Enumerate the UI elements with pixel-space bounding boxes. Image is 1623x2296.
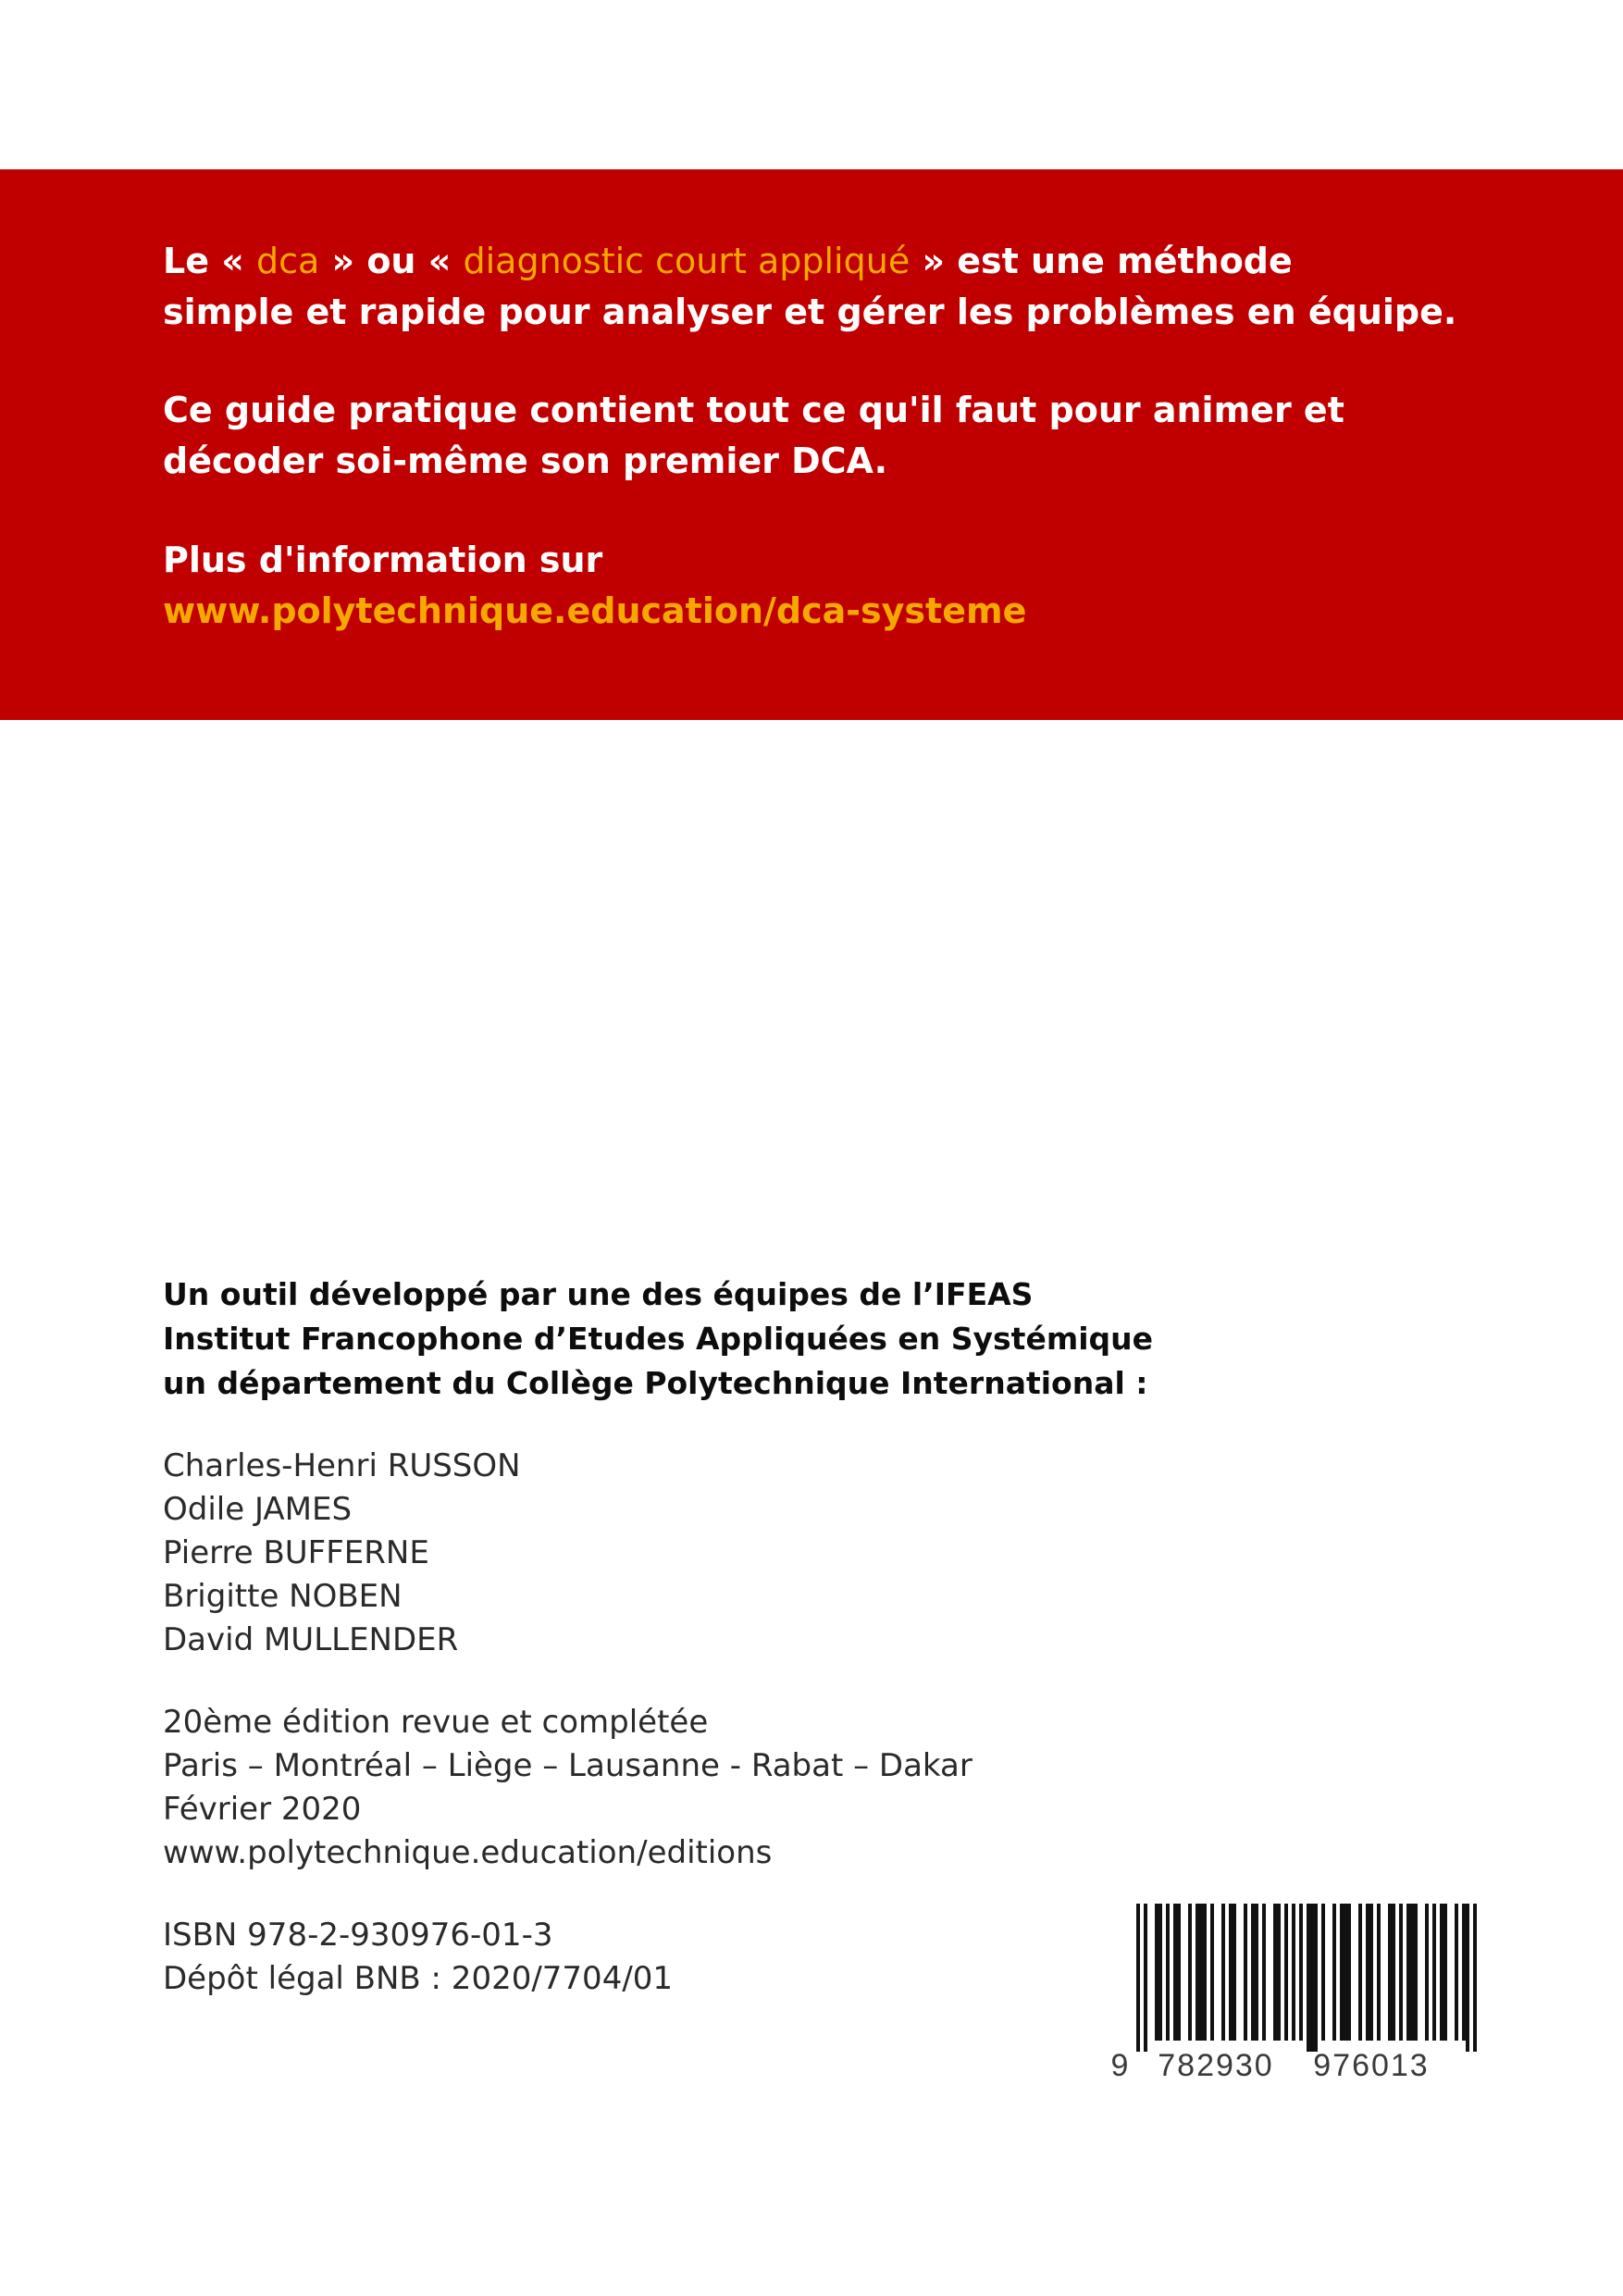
barcode-bar — [1321, 1904, 1325, 2041]
barcode-bar — [1277, 1904, 1281, 2041]
institute-block — [163, 1272, 1153, 1406]
barcode-bar — [1310, 1904, 1314, 2052]
barcode-bar — [1166, 1904, 1170, 2041]
barcode-bar — [1251, 1904, 1255, 2041]
barcode-bar — [1443, 1904, 1447, 2041]
institute-line: Institut Francophone d’Etudes Appliquées en Systémique — [163, 1321, 1154, 1357]
barcode-bar — [1369, 1904, 1373, 2041]
barcode-digits-mid: 782930 — [1158, 2048, 1274, 2079]
intro-text: Le « — [163, 241, 244, 281]
dca-website-link[interactable]: www.polytechnique.education/dca-systeme — [163, 590, 1027, 631]
barcode-bar — [1377, 1904, 1381, 2041]
institute-line: Un outil développé par une des équipes de l’IFEAS — [163, 1276, 1034, 1312]
barcode-bar — [1392, 1904, 1395, 2041]
barcode-bar — [1284, 1904, 1288, 2041]
intro-paragraph — [163, 236, 1456, 338]
info-label: Plus d'information sur — [163, 540, 603, 580]
barcode-bar — [1229, 1904, 1233, 2041]
barcode-bar — [1314, 1904, 1318, 2052]
barcode-bar — [1462, 1904, 1466, 2041]
editions-website-link[interactable]: www.polytechnique.education/editions — [163, 1834, 773, 1871]
legal-deposit: Dépôt légal BNB : 2020/7704/01 — [163, 1960, 674, 1997]
barcode-bar — [1307, 1904, 1310, 2052]
barcode-bar — [1136, 1904, 1140, 2052]
barcode-bar — [1299, 1904, 1303, 2041]
barcode-bar — [1455, 1904, 1458, 2041]
intro-text: » ou « — [331, 241, 452, 281]
legal-info — [163, 1914, 1153, 2001]
barcode-bar — [1292, 1904, 1295, 2041]
author-name: Pierre BUFFERNE — [163, 1534, 429, 1571]
isbn: ISBN 978-2-930976-01-3 — [163, 1917, 553, 1954]
barcode-bar — [1410, 1904, 1414, 2041]
barcode-bar — [1173, 1904, 1177, 2041]
guide-paragraph — [163, 385, 1344, 487]
author-name: David MULLENDER — [163, 1621, 459, 1658]
dca-term: dca — [256, 241, 320, 281]
barcode-bar — [1388, 1904, 1392, 2041]
intro-line-2: simple et rapide pour analyser et gérer les problèmes en équipe. — [163, 292, 1457, 332]
author-name: Odile JAMES — [163, 1491, 353, 1528]
barcode-bar — [1155, 1904, 1158, 2041]
barcode-bar — [1340, 1904, 1344, 2041]
barcode-bar — [1466, 1904, 1469, 2052]
dca-full-term: diagnostic court appliqué — [463, 241, 911, 281]
credits-block — [163, 1272, 1153, 2001]
barcode-bar — [1196, 1904, 1199, 2041]
barcode-bar — [1399, 1904, 1403, 2041]
barcode-bar — [1221, 1904, 1225, 2041]
barcode-bar — [1273, 1904, 1277, 2041]
guide-line-2: décoder soi-même son premier DCA. — [163, 441, 888, 481]
author-name: Brigitte NOBEN — [163, 1578, 403, 1615]
barcode-bar — [1406, 1904, 1410, 2041]
guide-line-1: Ce guide pratique contient tout ce qu'il faut pour animer et — [163, 390, 1344, 430]
barcode-bar — [1233, 1904, 1236, 2041]
isbn-barcode — [1103, 1904, 1492, 2079]
edition-date: Février 2020 — [163, 1791, 362, 1828]
barcode-bar — [1255, 1904, 1258, 2041]
barcode-bar — [1440, 1904, 1443, 2041]
authors-list — [163, 1445, 1153, 1662]
barcode-bar — [1203, 1904, 1207, 2041]
barcode-bar — [1358, 1904, 1362, 2041]
barcode-bar — [1366, 1904, 1369, 2041]
barcode-digits-left: 9 — [1110, 2048, 1129, 2079]
barcode-bars — [1136, 1904, 1477, 2052]
barcode-bar — [1210, 1904, 1214, 2041]
edition-info — [163, 1701, 1153, 1875]
barcode-bar — [1177, 1904, 1181, 2041]
barcode-bar — [1432, 1904, 1436, 2041]
edition-cities: Paris – Montréal – Liège – Lausanne - Rabat – Dakar — [163, 1747, 973, 1784]
intro-text: » est une méthode — [922, 241, 1293, 281]
barcode-bar — [1414, 1904, 1418, 2041]
barcode-bar — [1473, 1904, 1477, 2052]
barcode-bar — [1144, 1904, 1147, 2052]
barcode-bar — [1158, 1904, 1162, 2041]
barcode-bar — [1344, 1904, 1347, 2041]
info-paragraph — [163, 535, 1026, 637]
barcode-bar — [1244, 1904, 1247, 2041]
barcode-bar — [1188, 1904, 1192, 2041]
barcode-bar — [1199, 1904, 1203, 2041]
barcode-digits-right: 976013 — [1313, 2048, 1430, 2079]
barcode-bar — [1332, 1904, 1336, 2041]
barcode-bar — [1262, 1904, 1266, 2041]
barcode-bar — [1347, 1904, 1351, 2041]
edition-line: 20ème édition revue et complétée — [163, 1704, 709, 1741]
barcode-bar — [1425, 1904, 1429, 2041]
description-banner — [0, 169, 1623, 720]
institute-line: un département du Collège Polytechnique International : — [163, 1365, 1148, 1401]
author-name: Charles-Henri RUSSON — [163, 1447, 521, 1484]
